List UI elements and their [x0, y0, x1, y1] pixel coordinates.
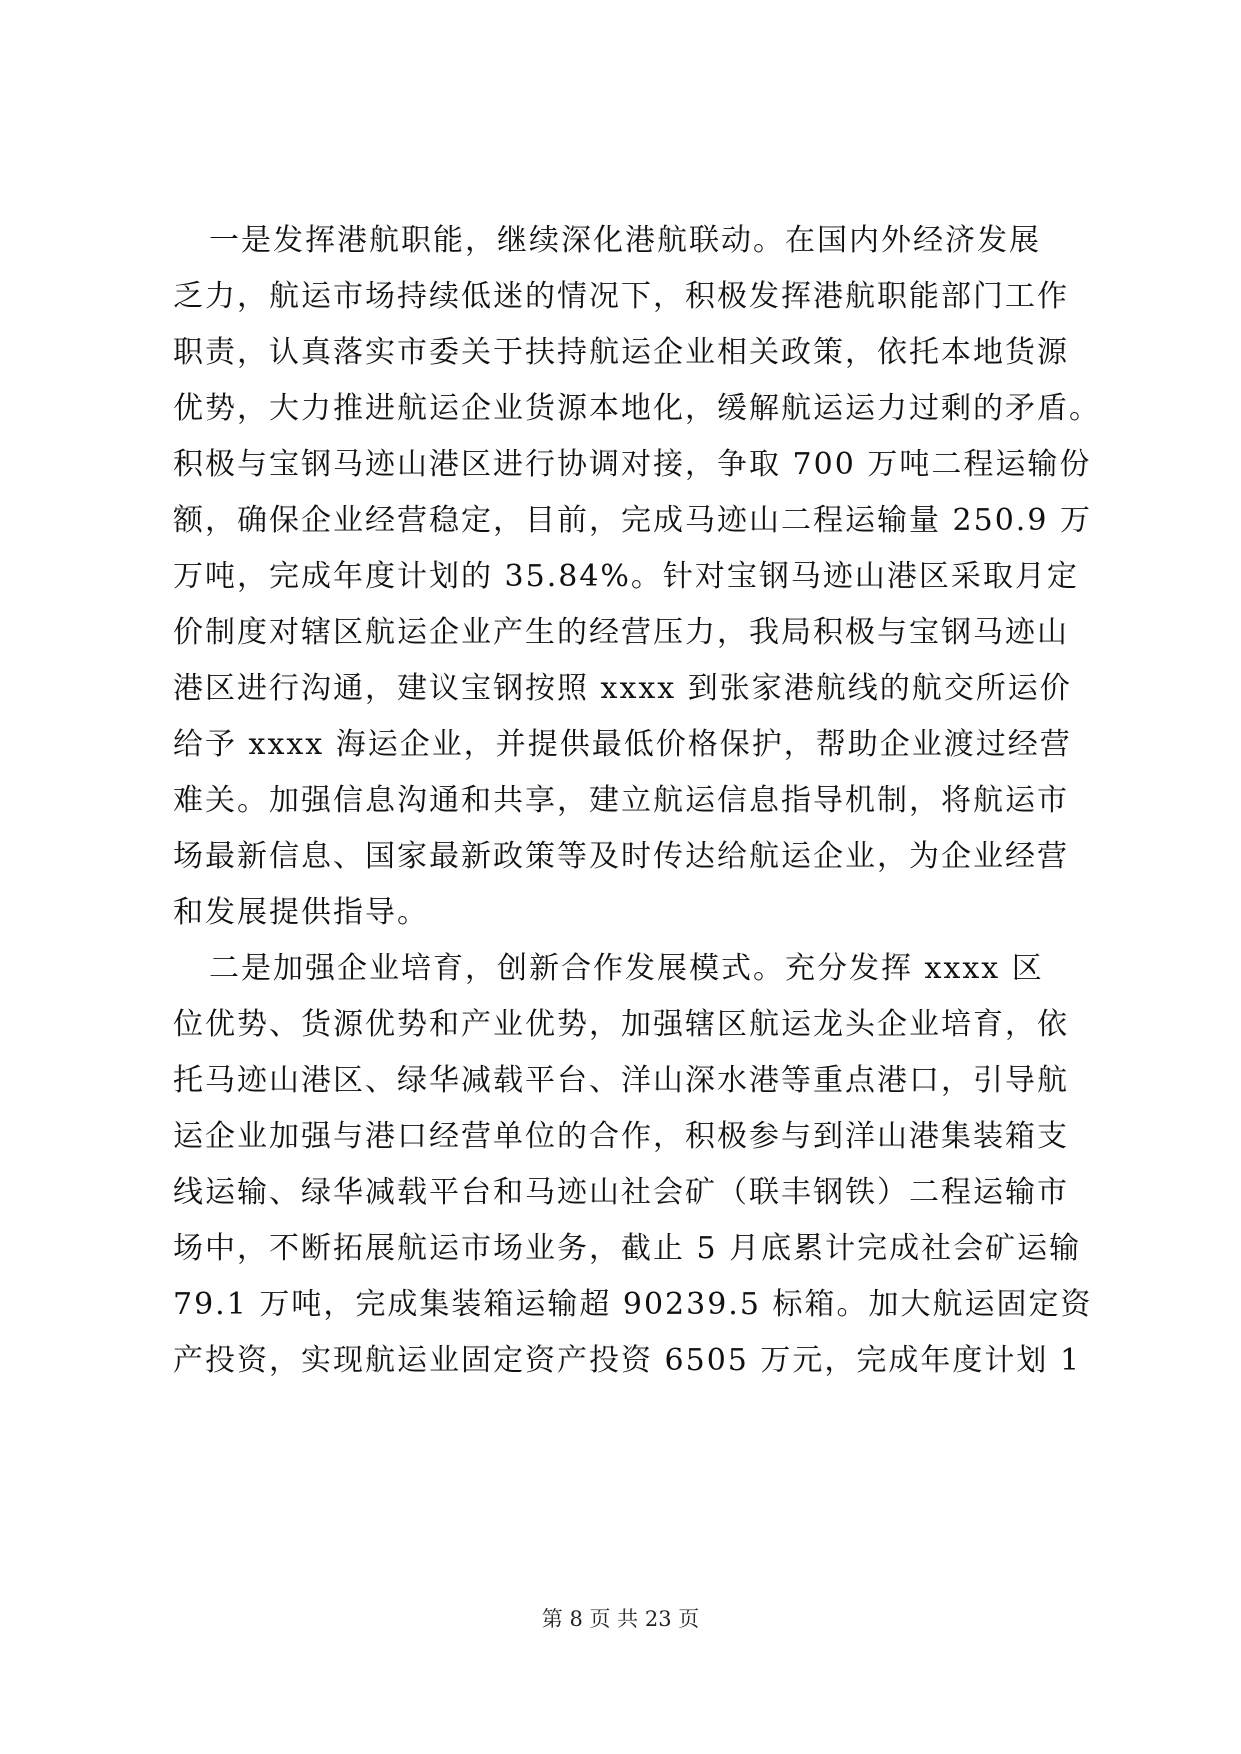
text-line: 价制度对辖区航运企业产生的经营压力，我局积极与宝钢马迹山: [173, 615, 1069, 650]
text-line: 职责，认真落实市委关于扶持航运企业相关政策，依托本地货源: [173, 335, 1069, 370]
text-line: 运企业加强与港口经营单位的合作，积极参与到洋山港集装箱支: [173, 1119, 1069, 1154]
text-line: 产投资，实现航运业固定资产投资 6505 万元，完成年度计划 1: [173, 1343, 1082, 1378]
text-line: 线运输、绿华减载平台和马迹山社会矿（联丰钢铁）二程运输市: [173, 1175, 1069, 1210]
text-line: 给予 xxxx 海运企业，并提供最低价格保护，帮助企业渡过经营: [173, 727, 1072, 762]
text-line: 乏力，航运市场持续低迷的情况下，积极发挥港航职能部门工作: [173, 279, 1069, 314]
text-line: 79.1 万吨，完成集装箱运输超 90239.5 标箱。加大航运固定资: [173, 1287, 1093, 1322]
text-line: 难关。加强信息沟通和共享，建立航运信息指导机制，将航运市: [173, 783, 1069, 818]
text-line: 优势，大力推进航运企业货源本地化，缓解航运运力过剩的矛盾。: [173, 391, 1101, 426]
text-line: 积极与宝钢马迹山港区进行协调对接，争取 700 万吨二程运输份: [173, 447, 1092, 482]
text-line: 额，确保企业经营稳定，目前，完成马迹山二程运输量 250.9 万: [173, 503, 1092, 538]
text-line: 和发展提供指导。: [173, 895, 429, 930]
text-line: 港区进行沟通，建议宝钢按照 xxxx 到张家港航线的航交所运价: [173, 671, 1072, 706]
text-line: 万吨，完成年度计划的 35.84%。针对宝钢马迹山港区采取月定: [173, 559, 1079, 594]
text-line: 一是发挥港航职能，继续深化港航联动。在国内外经济发展: [209, 223, 1041, 258]
page-footer: 第 8 页 共 23 页: [541, 1607, 700, 1631]
text-line: 场最新信息、国家最新政策等及时传达给航运企业，为企业经营: [173, 839, 1069, 874]
text-line: 位优势、货源优势和产业优势，加强辖区航运龙头企业培育，依: [173, 1007, 1069, 1042]
text-line: 场中，不断拓展航运市场业务，截止 5 月底累计完成社会矿运输: [173, 1231, 1082, 1266]
text-line: 二是加强企业培育，创新合作发展模式。充分发挥 xxxx 区: [209, 951, 1044, 986]
text-line: 托马迹山港区、绿华减载平台、洋山深水港等重点港口，引导航: [173, 1063, 1069, 1098]
